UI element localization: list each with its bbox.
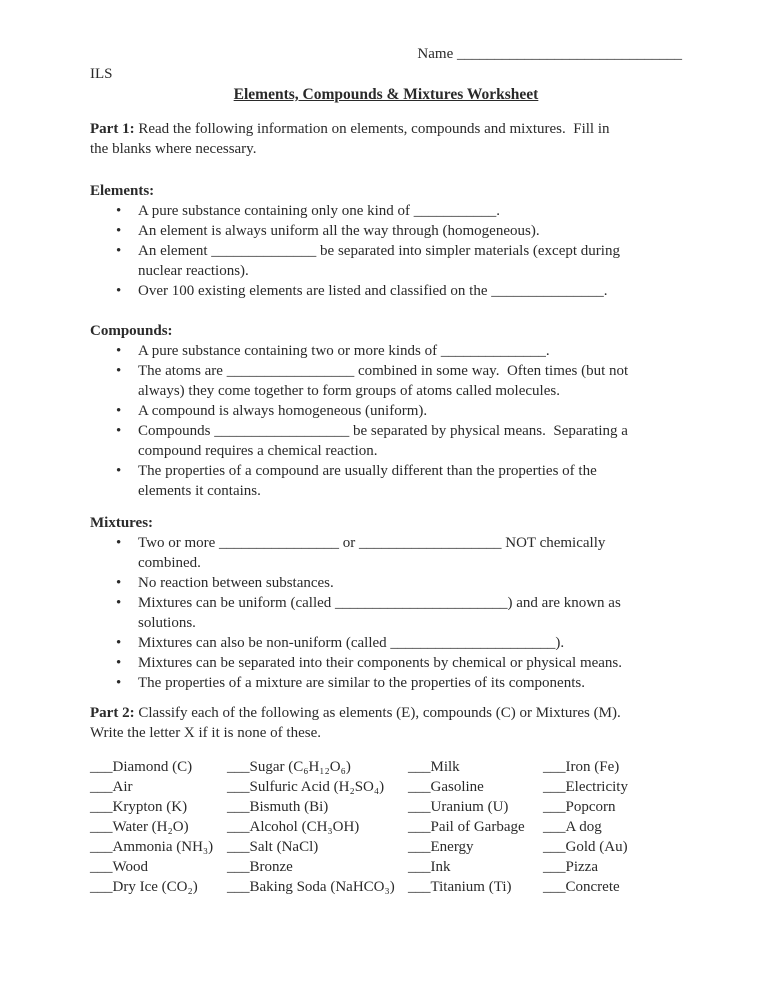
worksheet-title: Elements, Compounds & Mixtures Worksheet [233, 86, 539, 103]
part2-intro-text: Classify each of the following as elements (E), compounds (C) or Mixtures (M). Write the letter X if it is none of these. [90, 705, 621, 741]
classify-item: ___Salt (NaCl) [227, 839, 319, 855]
classify-item: ___Wood [90, 859, 148, 875]
part1-label: Part 1: [90, 121, 135, 137]
classification-grid [90, 757, 682, 897]
bullet-item: • No reaction between substances. [90, 573, 682, 593]
classify-item: ___Uranium (U) [408, 799, 509, 815]
classify-item: ___Sulfuric Acid (H₂SO₄) [227, 779, 385, 795]
classify-item: ___Milk [408, 759, 460, 775]
classify-item: ___Air [90, 779, 133, 795]
classify-item: ___Electricity [543, 779, 628, 795]
mixtures-bullet-list [90, 533, 682, 693]
bullet-item: • The properties of a mixture are similar to the properties of its components. [90, 673, 682, 693]
classify-column-1 [90, 757, 227, 897]
bullet-item: • Over 100 existing elements are listed and classified on the _______________. [90, 281, 682, 301]
part2-intro [90, 703, 682, 743]
compounds-bullet-list [90, 341, 682, 501]
classify-column-2 [227, 757, 408, 897]
classify-item: ___Krypton (K) [90, 799, 188, 815]
elements-bullet-list [90, 201, 682, 301]
section-mixtures [90, 513, 682, 693]
classify-item: ___Water (H₂O) [90, 819, 189, 835]
classify-item: ___Gasoline [408, 779, 484, 795]
classify-item: ___Concrete [543, 879, 620, 895]
course-code: ILS [90, 66, 113, 82]
section-compounds [90, 321, 682, 501]
classify-item: ___Gold (Au) [543, 839, 628, 855]
classify-item: ___Ammonia (NH₃) [90, 839, 214, 855]
classify-item: ___Bismuth (Bi) [227, 799, 329, 815]
bullet-item: • Mixtures can also be non-uniform (called ______________________). [90, 633, 682, 653]
classify-item: ___Pail of Garbage [408, 819, 525, 835]
bullet-item: • An element ______________ be separated into simpler materials (except during nuclear reactions). [90, 241, 682, 281]
part2-label: Part 2: [90, 705, 135, 721]
classify-item: ___Ink [408, 859, 451, 875]
part1-intro [90, 119, 682, 159]
classify-item: ___Iron (Fe) [543, 759, 620, 775]
classify-item: ___Baking Soda (NaHCO₃) [227, 879, 395, 895]
bullet-item: • Compounds __________________ be separated by physical means. Separating a compound requires a chemical reaction. [90, 421, 682, 461]
classify-column-4 [543, 757, 682, 897]
classify-item: ___A dog [543, 819, 602, 835]
classify-item: ___Pizza [543, 859, 598, 875]
bullet-item: • A pure substance containing two or more kinds of ______________. [90, 341, 682, 361]
classify-item: ___Bronze [227, 859, 293, 875]
classify-column-3 [408, 757, 543, 897]
bullet-item: • Two or more ________________ or ___________________ NOT chemically combined. [90, 533, 682, 573]
classify-item: ___Titanium (Ti) [408, 879, 512, 895]
compounds-heading: Compounds: [90, 323, 173, 339]
bullet-item: • A pure substance containing only one kind of ___________. [90, 201, 682, 221]
elements-heading: Elements: [90, 183, 155, 199]
bullet-item: • The atoms are _________________ combined in some way. Often times (but not always) they come together to form groups of atoms called molecules. [90, 361, 682, 401]
classify-item: ___Sugar (C₆H₁₂O₆) [227, 759, 351, 775]
mixtures-heading: Mixtures: [90, 515, 154, 531]
classify-item: ___Popcorn [543, 799, 616, 815]
classify-item: ___Energy [408, 839, 474, 855]
bullet-item: • An element is always uniform all the way through (homogeneous). [90, 221, 682, 241]
bullet-item: • Mixtures can be uniform (called _______________________) and are known as solutions. [90, 593, 682, 633]
name-blank-line: ______________________________ [457, 46, 682, 62]
part1-intro-text: Read the following information on elements, compounds and mixtures. Fill in the blanks where necessary. [90, 121, 610, 157]
name-label: Name [417, 46, 454, 62]
classify-item: ___Diamond (C) [90, 759, 193, 775]
classify-item: ___Alcohol (CH₃OH) [227, 819, 360, 835]
bullet-item: • Mixtures can be separated into their components by chemical or physical means. [90, 653, 682, 673]
classify-item: ___Dry Ice (CO₂) [90, 879, 198, 895]
section-elements [90, 181, 682, 301]
name-row [90, 44, 682, 64]
bullet-item: • The properties of a compound are usually different than the properties of the elements it contains. [90, 461, 682, 501]
bullet-item: • A compound is always homogeneous (uniform). [90, 401, 682, 421]
